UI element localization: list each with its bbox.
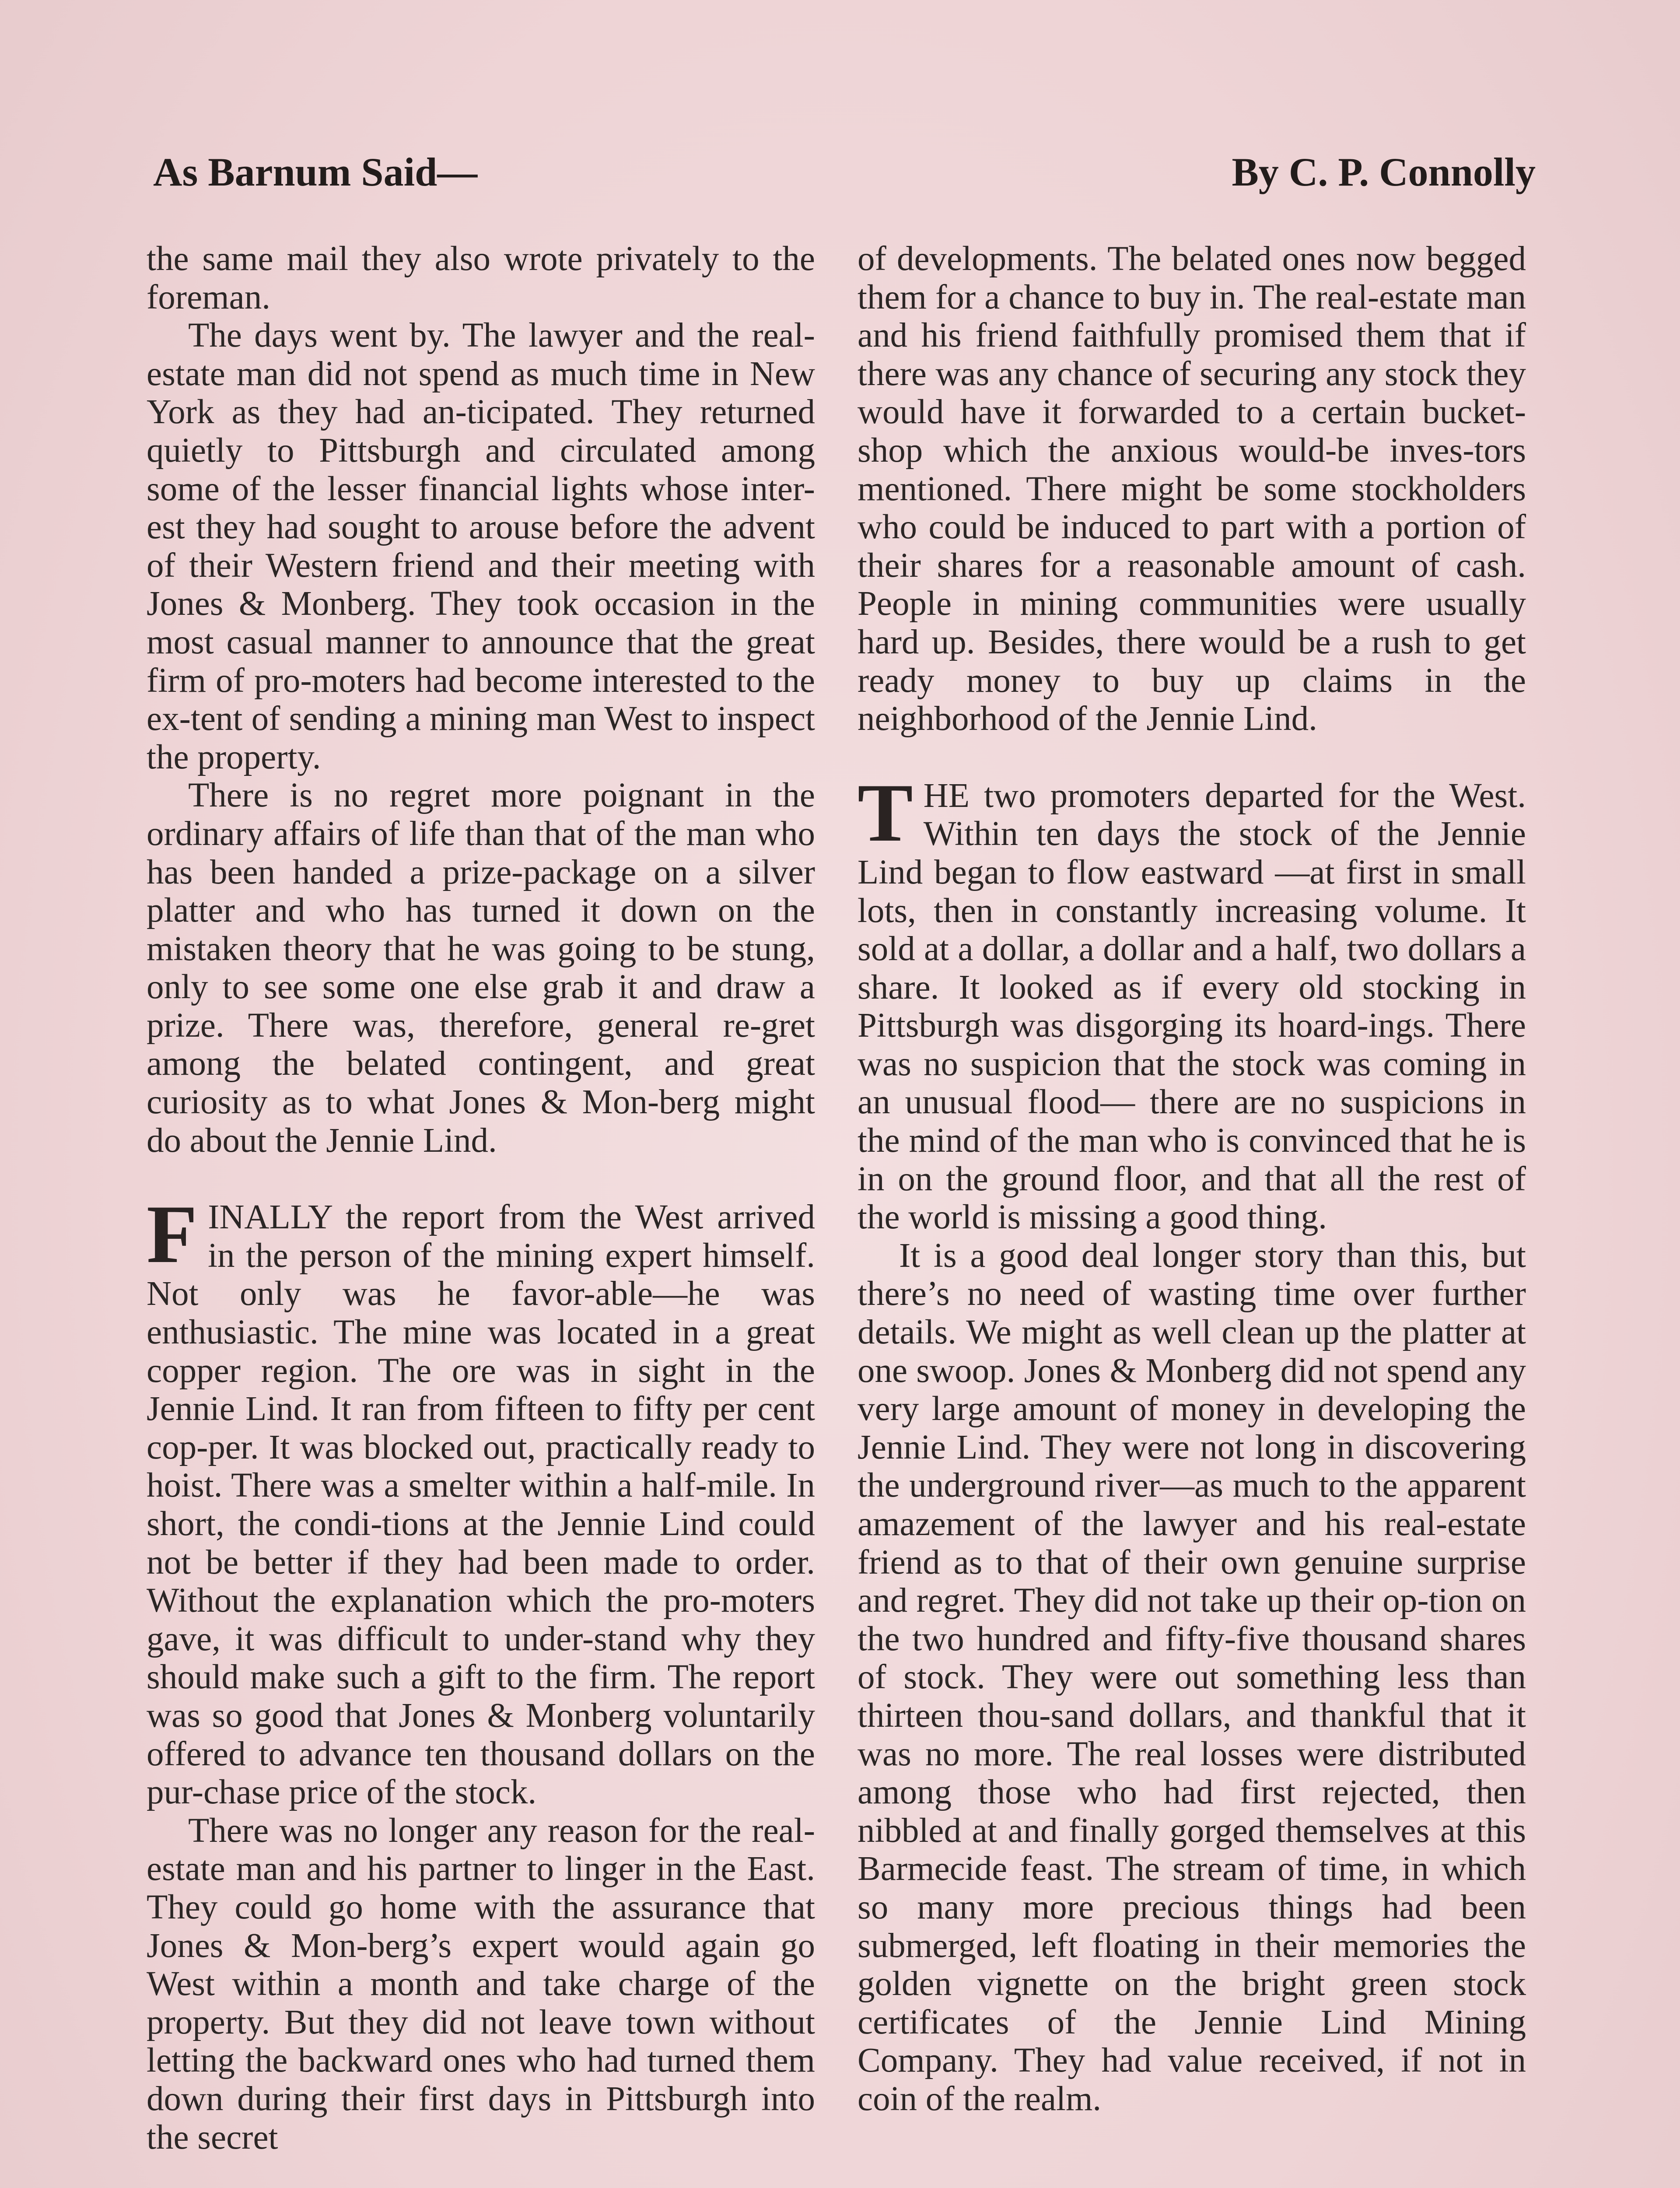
- drop-cap: F: [147, 1189, 198, 1281]
- paragraph: There was no longer any reason for the real-estate man and his partner to linger in the East. They could go home with the assurance that Jones & Mon-berg’s expert would again go West within a month and take charge of the property. But they did not leave town without letting the backward ones who had turned them down during their first days in Pittsburgh into the secret: [147, 1811, 815, 2156]
- paragraph: of developments. The belated ones now begged them for a chance to buy in. The real-estate man and his friend faithfully promised them that if there was any chance of securing any stock they would have it forwarded to a certain bucket-shop which the anxious would-be inves-tors mentioned. There might be some stockholders who could be induced to part with a portion of their shares for a reasonable amount of cash. People in mining communities were usually hard up. Besides, there would be a rush to get ready money to buy up claims in the neighborhood of the Jennie Lind.: [858, 240, 1526, 738]
- paragraph-text: INALLY the report from the West arrived in the person of the mining expert himself. Not only was he favor-able—he was enthusiastic. The mine was located in a great copper region. The ore was in sight in the Jennie Lind. It ran from fifteen to fifty per cent cop-per. It was blocked out, practically ready to hoist. There was a smelter within a half-mile. In short, the condi-tions at the Jennie Lind could not be better if they had been made to order. Without the explanation which the pro-moters gave, it was difficult to under-stand why they should make such a gift to the firm. The report was so good that Jones & Monberg voluntarily offered to advance ten thousand dollars on the pur-chase price of the stock.: [147, 1198, 815, 1812]
- paragraph-with-dropcap: [147, 1189, 815, 1812]
- running-head: [153, 149, 1536, 210]
- article-title: As Barnum Said—: [153, 150, 478, 194]
- paragraph: There is no regret more poignant in the ordinary affairs of life than that of the man who has been handed a prize-package on a silver platter and who has turned it down on the mistaken theory that he was going to be stung, only to see some one else grab it and draw a prize. There was, therefore, general re-gret among the belated contingent, and great curiosity as to what Jones & Mon-berg might do about the Jennie Lind.: [147, 776, 815, 1160]
- author-byline: By C. P. Connolly: [1232, 150, 1536, 194]
- paragraph-with-dropcap: [858, 767, 1526, 1237]
- paragraph: The days went by. The lawyer and the real-estate man did not spend as much time in New York as they had an-ticipated. They returned quietly to Pittsburgh and circulated among some of the lesser financial lights whose inter-est they had sought to arouse before the advent of their Western friend and their meeting with Jones & Monberg. They took occasion in the most casual manner to announce that the great firm of pro-moters had become interested to the ex-tent of sending a mining man West to inspect the property.: [147, 316, 815, 776]
- paragraph: It is a good deal longer story than this, but there’s no need of wasting time over further details. We might as well clean up the platter at one swoop. Jones & Monberg did not spend any very large amount of money in developing the Jennie Lind. They were not long in discovering the underground river—as much to the apparent amazement of the lawyer and his real-estate friend as to that of their own genuine surprise and regret. They did not take up their op-tion on the two hundred and fifty-five thousand shares of stock. They were out something less than thirteen thou-sand dollars, and thankful that it was no more. The real losses were distributed among those who had first rejected, then nibbled at and finally gorged themselves at this Barmecide feast. The stream of time, in which so many more precious things had been submerged, left floating in their memories the golden vignette on the bright green stock certificates of the Jennie Lind Mining Company. They had value received, if not in coin of the realm.: [858, 1236, 1526, 2118]
- right-column: [858, 240, 1526, 2118]
- left-column: [147, 240, 815, 2156]
- drop-cap: T: [858, 767, 913, 859]
- paragraph: the same mail they also wrote privately to the foreman.: [147, 240, 815, 316]
- paragraph-text: HE two promoters departed for the West. Within ten days the stock of the Jennie Lind began to flow eastward —at first in small lots, then in constantly increasing volume. It sold at a dollar, a dollar and a half, two dollars a share. It looked as if every old stocking in Pittsburgh was disgorging its hoard-ings. There was no suspicion that the stock was coming in an unusual flood— there are no suspicions in the mind of the man who is convinced that he is in on the ground floor, and that all the rest of the world is missing a good thing.: [858, 776, 1526, 1237]
